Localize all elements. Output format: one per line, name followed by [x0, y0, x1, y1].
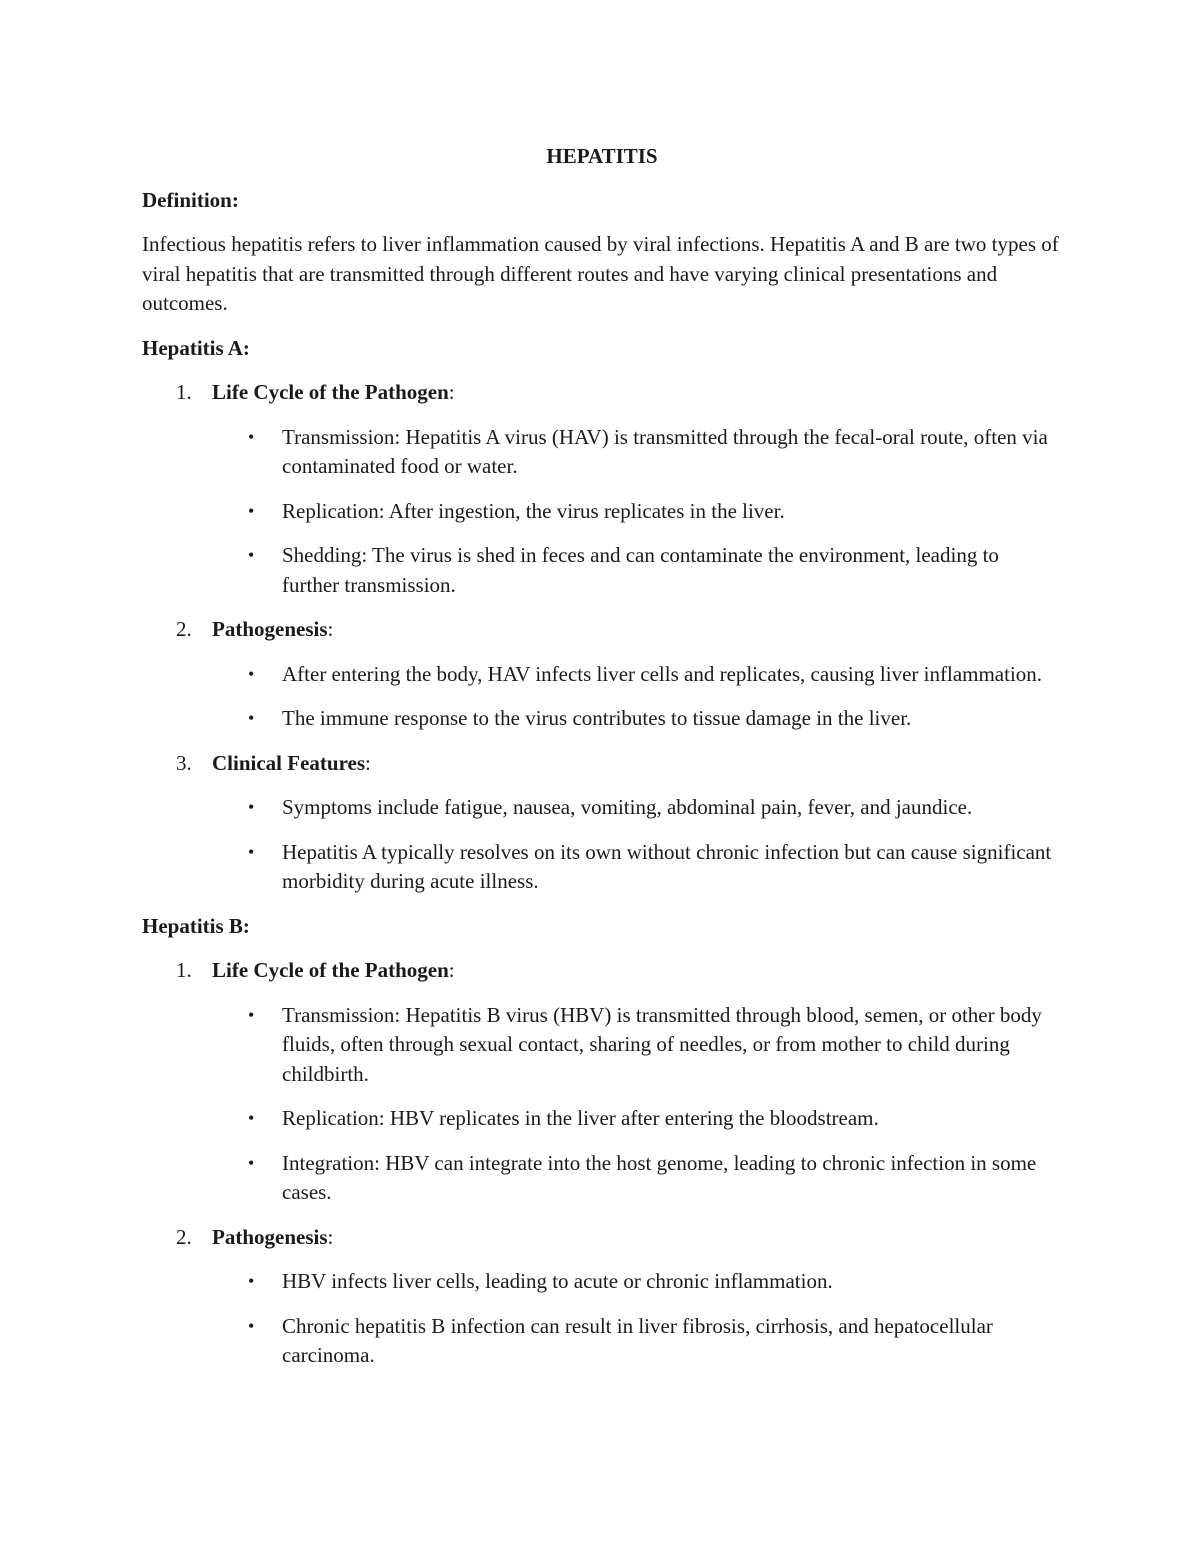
bullet-text: Transmission: Hepatitis B virus (HBV) is transmitted through blood, semen, or other body fluids, often through sexual contact, sharing of needles, or from mother to child during childbirth.	[282, 1002, 1042, 1086]
section-label: Life Cycle of the Pathogen	[212, 958, 449, 982]
bullet-text: Transmission: Hepatitis A virus (HAV) is transmitted through the fecal-oral route, often via contaminated food or water.	[282, 424, 1048, 478]
list-item	[212, 1149, 1060, 1208]
list-number: 2.	[176, 1224, 192, 1249]
list-number: 3.	[176, 750, 192, 775]
list-item	[212, 1001, 1060, 1090]
section-colon: :	[327, 617, 334, 641]
document-title: HEPATITIS	[546, 144, 658, 168]
bullet-text: Shedding: The virus is shed in feces and can contaminate the environment, leading to further transmission.	[282, 543, 999, 597]
bullet-icon: •	[248, 841, 255, 862]
bullet-icon: •	[248, 545, 255, 565]
bullet-icon: •	[248, 663, 255, 684]
hepatitis-a-section-life-cycle	[142, 378, 1060, 600]
list-item	[212, 1104, 1060, 1134]
hepatitis-a-section-pathogenesis	[142, 615, 1060, 734]
hepatitis-b-list	[142, 956, 1060, 1371]
list-item	[212, 838, 1060, 897]
hepatitis-b-section-pathogenesis	[142, 1223, 1060, 1371]
list-number: 1.	[176, 958, 192, 982]
bullet-text: Symptoms include fatigue, nausea, vomiting, abdominal pain, fever, and jaundice.	[282, 795, 973, 819]
bullet-text: Replication: HBV replicates in the liver after entering the bloodstream.	[282, 1106, 879, 1130]
list-item	[212, 541, 1060, 600]
bullet-icon: •	[248, 1152, 255, 1173]
bullet-text: Integration: HBV can integrate into the host genome, leading to chronic infection in some cases.	[282, 1150, 1037, 1204]
bullet-text: HBV infects liver cells, leading to acute or chronic inflammation.	[282, 1269, 833, 1293]
section-colon: :	[448, 958, 455, 982]
definition-paragraph: Infectious hepatitis refers to liver inflammation caused by viral infections. Hepatitis A and B are two types of viral hepatitis that are transmitted through different routes and have varying clinical presentations and outcomes.	[142, 232, 1059, 315]
bullet-text: Replication: After ingestion, the virus replicates in the liver.	[282, 498, 785, 523]
list-item	[212, 793, 1060, 823]
list-item	[212, 497, 1060, 527]
bullet-icon: •	[248, 1271, 255, 1291]
bullet-text: Hepatitis A typically resolves on its own without chronic infection but can cause significant morbidity during acute illness.	[282, 839, 1052, 893]
bullet-icon: •	[248, 1004, 255, 1025]
section-label: Clinical Features	[212, 750, 366, 775]
bullet-icon: •	[248, 500, 255, 521]
bullet-list	[212, 423, 1060, 601]
bullet-list	[212, 1267, 1060, 1371]
list-item	[212, 660, 1060, 690]
section-label: Pathogenesis	[212, 1224, 328, 1249]
bullet-list	[212, 793, 1060, 897]
bullet-list	[212, 660, 1060, 734]
hepatitis-b-heading: Hepatitis B:	[142, 913, 250, 938]
list-number: 2.	[176, 617, 192, 641]
list-item	[212, 704, 1060, 734]
section-label: Pathogenesis	[212, 617, 328, 641]
bullet-list	[212, 1001, 1060, 1208]
section-colon: :	[448, 380, 455, 404]
definition-heading: Definition:	[142, 187, 239, 212]
section-colon: :	[365, 750, 371, 775]
hepatitis-a-heading: Hepatitis A:	[142, 335, 250, 360]
list-number: 1.	[176, 380, 192, 404]
bullet-icon: •	[248, 797, 255, 817]
list-item	[212, 423, 1060, 482]
bullet-icon: •	[248, 1108, 255, 1128]
list-item	[212, 1267, 1060, 1297]
bullet-text: Chronic hepatitis B infection can result in liver fibrosis, cirrhosis, and hepatocellular carcinoma.	[282, 1313, 993, 1367]
hepatitis-b-section-life-cycle	[142, 956, 1060, 1208]
hepatitis-a-section-clinical-features	[142, 749, 1060, 897]
list-item	[212, 1312, 1060, 1371]
section-label: Life Cycle of the Pathogen	[212, 380, 449, 404]
hepatitis-a-list	[142, 378, 1060, 897]
bullet-text: The immune response to the virus contributes to tissue damage in the liver.	[282, 706, 912, 730]
bullet-icon: •	[248, 426, 255, 447]
bullet-icon: •	[248, 1315, 255, 1336]
section-colon: :	[327, 1224, 334, 1249]
bullet-text: After entering the body, HAV infects liver cells and replicates, causing liver inflammation.	[282, 661, 1043, 686]
bullet-icon: •	[248, 708, 255, 728]
